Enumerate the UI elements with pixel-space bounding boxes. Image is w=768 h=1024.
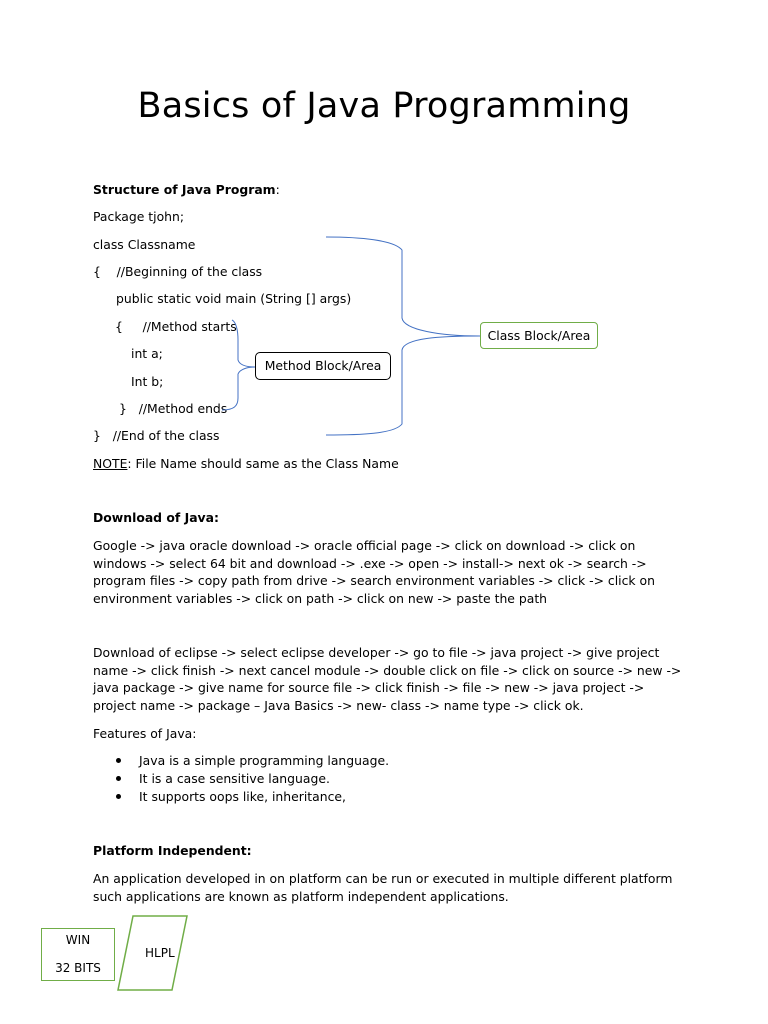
code-line-class: class Classname bbox=[93, 237, 196, 252]
code-line-int-b: Int b; bbox=[131, 374, 164, 389]
note-line bbox=[93, 455, 399, 473]
structure-heading: Structure of Java Program bbox=[93, 182, 276, 197]
code-line-int-a: int a; bbox=[131, 346, 163, 361]
code-line-class-open: { //Beginning of the class bbox=[93, 264, 263, 279]
download-heading: Download of Java: bbox=[93, 510, 219, 525]
download-java-paragraph: Google -> java oracle download -> oracle official page -> click on download -> click on windows -> select 64 bit and download -> .exe -> open -> install-> next ok -> search -> program files -> copy path from drive -> search environment variables -> click -> click on environment variables -> click on path -> click on new -> paste the path bbox=[93, 538, 655, 606]
page-title: Basics of Java Programming bbox=[137, 86, 631, 126]
method-brace bbox=[222, 320, 255, 410]
code-line-method-close: } //Method ends bbox=[119, 401, 228, 416]
platform-heading: Platform Independent: bbox=[93, 843, 252, 858]
win-label: WIN bbox=[65, 933, 91, 947]
features-list bbox=[93, 752, 389, 805]
features-heading: Features of Java: bbox=[93, 726, 197, 741]
structure-heading-colon: : bbox=[275, 182, 280, 197]
hlpl-label: HLPL bbox=[145, 946, 175, 960]
feature-item: It is a case sensitive language. bbox=[93, 770, 389, 788]
bits-label: 32 BITS bbox=[55, 961, 101, 975]
win-32bits-box bbox=[41, 928, 115, 981]
class-block-callout: Class Block/Area bbox=[480, 322, 598, 349]
code-line-main: public static void main (String [] args) bbox=[116, 291, 352, 306]
platform-paragraph: An application developed in on platform can be run or executed in multiple different platform such applications are known as platform independent applications. bbox=[93, 871, 673, 904]
code-line-method-open: { //Method starts bbox=[115, 319, 237, 334]
download-eclipse-paragraph: Download of eclipse -> select eclipse developer -> go to file -> java project -> give project name -> click finish -> next cancel module -> double click on file -> click on source -> new -> java package -> give name for source file -> click finish -> file -> new -> java project -> project name -> package – Java Basics -> new- class -> name type -> click ok. bbox=[93, 645, 682, 713]
note-text: : File Name should same as the Class Name bbox=[127, 456, 399, 471]
feature-item: Java is a simple programming language. bbox=[93, 752, 389, 770]
class-brace bbox=[326, 237, 480, 435]
method-block-callout: Method Block/Area bbox=[255, 352, 391, 380]
code-line-class-close: } //End of the class bbox=[93, 428, 220, 443]
feature-item: It supports oops like, inheritance, bbox=[93, 788, 389, 806]
note-label: NOTE bbox=[93, 456, 128, 471]
code-line-package: Package tjohn; bbox=[93, 209, 185, 224]
